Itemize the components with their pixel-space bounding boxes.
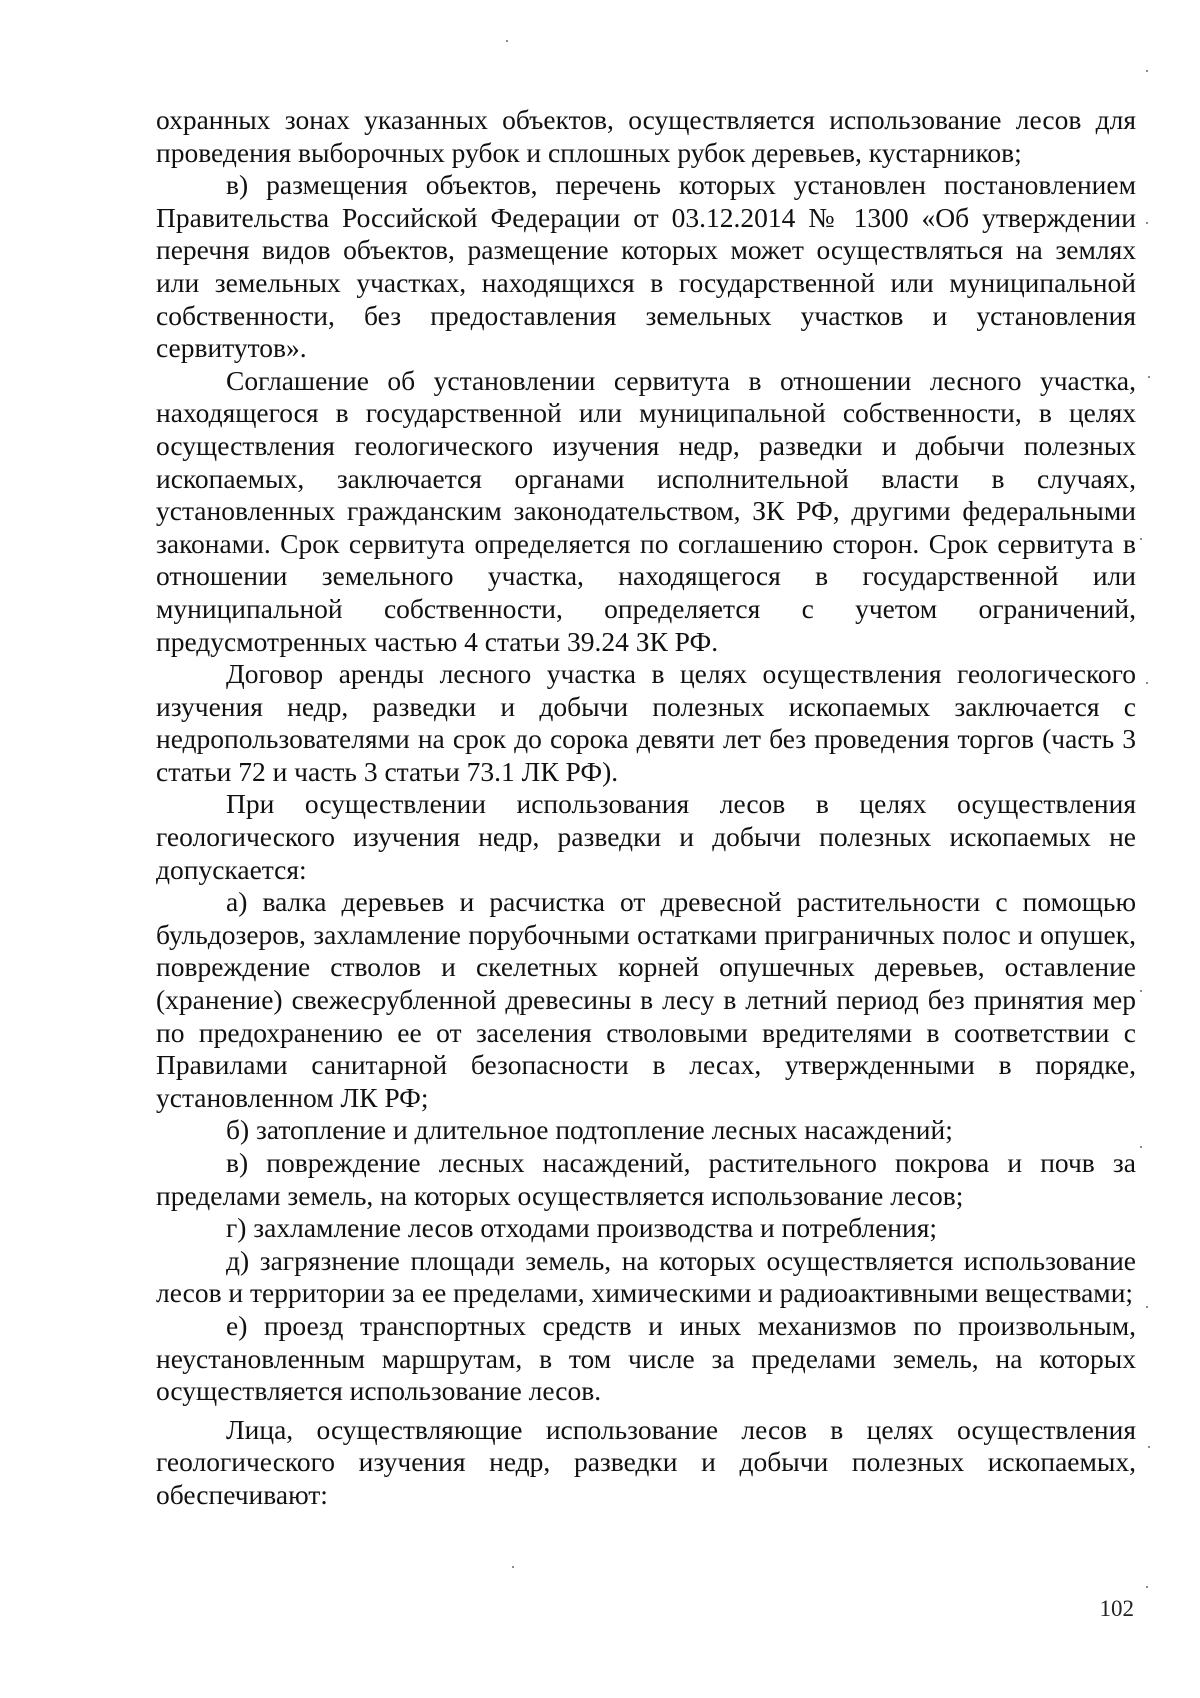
list-item-g: г) захламление лесов отходами производства и потребления; xyxy=(226,1212,938,1244)
paragraph-continuation: охранных зонах указанных объектов, осуществляется использование лесов для проведения выборочных рубок и сплошных рубок деревьев, кустарников; xyxy=(156,104,1136,168)
scan-speck xyxy=(1148,1446,1150,1448)
paragraph-servitude-agreement: Соглашение об установлении сервитута в отношении лесного участка, находящегося в государственной или муниципальной собственности, в целях осуществления геологического изучения недр, разведки и добычи полезных ископаемых, заключается органами исполнительной власти в случаях, установленных гражданским законодательством, ЗК РФ, другими федеральными законами. Срок сервитута определяется по соглашению сторон. Срок сервитута в отношении земельного участка, находящегося в государственной или муниципальной собственности, определяется с учетом ограничений, предусмотренных частью 4 статьи 39.24 ЗК РФ. xyxy=(156,364,1136,657)
list-item-v: в) повреждение лесных насаждений, растительного покрова и почв за пределами земель, на которых осуществляется использование лесов; xyxy=(156,1147,1136,1211)
list-item-e: е) проезд транспортных средств и иных механизмов по произвольным, неустановленным маршрутам, в том числе за пределами земель, на которых осуществляется использование лесов. xyxy=(156,1309,1136,1407)
scan-speck xyxy=(1140,538,1142,540)
scan-speck xyxy=(1146,222,1148,224)
scan-speck xyxy=(1146,682,1148,684)
list-item-b: б) затопление и длительное подтопление лесных насаждений; xyxy=(226,1114,953,1146)
document-body xyxy=(156,104,1136,1512)
paragraph-lease-agreement: Договор аренды лесного участка в целях осуществления геологического изучения недр, разведки и добычи полезных ископаемых заключается с недропользователями на срок до сорока девяти лет без проведения торгов (часть 3 статьи 72 и часть 3 статьи 73.1 ЛК РФ). xyxy=(156,658,1136,787)
paragraph-obligations-intro: Лица, осуществляющие использование лесов в целях осуществления геологического изучения недр, разведки и добычи полезных ископаемых, обеспечивают: xyxy=(156,1413,1136,1510)
scan-speck xyxy=(1140,1146,1142,1148)
scan-speck xyxy=(506,40,508,42)
scan-speck xyxy=(1146,1586,1148,1588)
paragraph-prohibitions-intro: При осуществлении использования лесов в целях осуществления геологического изучения недр, разведки и добычи полезных ископаемых не допускается: xyxy=(156,788,1136,885)
scan-speck xyxy=(1146,70,1148,72)
scan-speck xyxy=(512,1566,514,1568)
page-number: 102 xyxy=(1099,1596,1134,1621)
paragraph-item-v-placement: в) размещения объектов, перечень которых установлен постановлением Правительства Российской Федерации от 03.12.2014 № 1300 «Об утверждении перечня видов объектов, размещение которых может осуществляться на землях или земельных участках, находящихся в государственной или муниципальной собственности, без предоставления земельных участков и установления сервитутов». xyxy=(156,169,1136,364)
scan-speck xyxy=(1146,1306,1148,1308)
scan-speck xyxy=(1140,990,1142,992)
list-item-d: д) загрязнение площади земель, на которых осуществляется использование лесов и территории за ее пределами, химическими и радиоактивными веществами; xyxy=(156,1244,1136,1309)
scan-speck xyxy=(1148,376,1150,378)
list-item-a: а) валка деревьев и расчистка от древесной растительности с помощью бульдозеров, захламление порубочными остатками приграничных полос и опушек, повреждение стволов и скелетных корней опушечных деревьев, оставление (хранение) свежесрубленной древесины в лесу в летний период без принятия мер по предохранению ее от заселения стволовыми вредителями в соответствии с Правилами санитарной безопасности в лесах, утвержденными в порядке, установленном ЛК РФ; xyxy=(156,886,1136,1113)
